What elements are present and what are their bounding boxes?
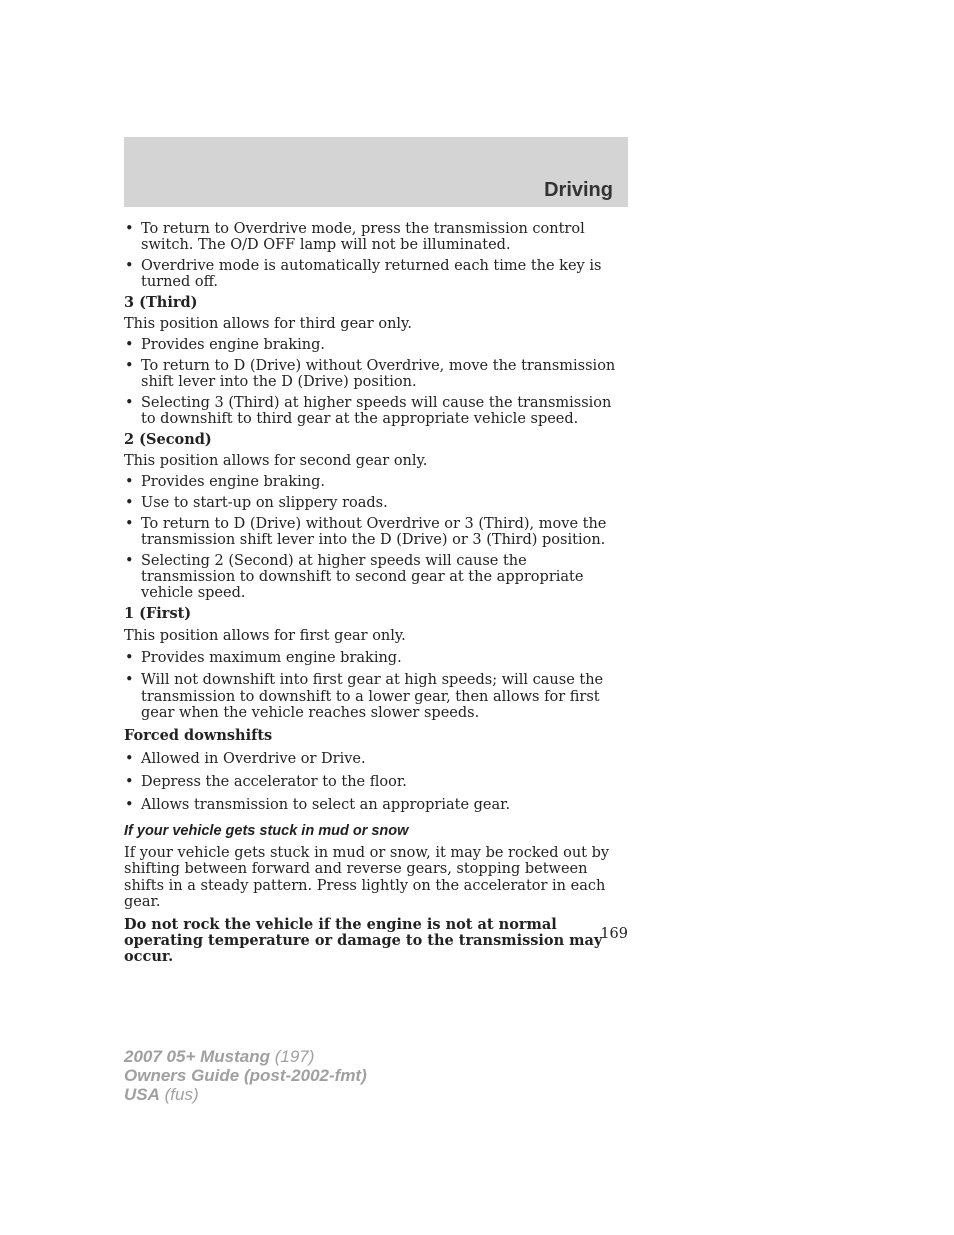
heading-first: 1 (First) — [124, 605, 192, 622]
bullet-item: • Allows transmission to select an appropriate gear. — [124, 797, 624, 813]
bullet-item: • To return to Overdrive mode, press the transmission control switch. The O/D OFF lamp will not be illuminated. — [124, 221, 624, 253]
bullet-item: • To return to D (Drive) without Overdrive, move the transmission shift lever into the D (Drive) position. — [124, 358, 624, 390]
footer-region-code: (fus) — [164, 1085, 199, 1104]
bullet-item: • Provides engine braking. — [124, 474, 624, 490]
paragraph: This position allows for first gear only. — [124, 628, 406, 644]
paragraph: This position allows for third gear only. — [124, 316, 412, 332]
footer-model-code: (197) — [274, 1047, 315, 1066]
footer-model: 2007 05+ Mustang — [124, 1047, 270, 1066]
heading-forced-downshifts: Forced downshifts — [124, 726, 273, 744]
document-footer — [124, 1047, 367, 1104]
footer-line-3 — [124, 1085, 367, 1104]
bullet-item: • Overdrive mode is automatically returned each time the key is turned off. — [124, 258, 624, 290]
footer-line-1 — [124, 1047, 367, 1066]
bullet-item: • Will not downshift into first gear at high speeds; will cause the transmission to downshift to a lower gear, then allows for first gear when the vehicle reaches slower speeds. — [124, 672, 624, 722]
paragraph: This position allows for second gear only. — [124, 453, 428, 469]
bullet-item: • Provides engine braking. — [124, 337, 624, 353]
paragraph: If your vehicle gets stuck in mud or snow, it may be rocked out by shifting between forward and reverse gears, stopping between shifts in a steady pattern. Press lightly on the accelerator in each gear. — [124, 844, 610, 910]
bullet-item: • To return to D (Drive) without Overdrive or 3 (Third), move the transmission shift lever into the D (Drive) or 3 (Third) position. — [124, 516, 624, 548]
footer-line-2 — [124, 1066, 367, 1085]
bullet-item: • Allowed in Overdrive or Drive. — [124, 751, 624, 767]
bullet-item: • Selecting 2 (Second) at higher speeds will cause the transmission to downshift to second gear at the appropriate vehicle speed. — [124, 553, 624, 601]
bullet-item: • Depress the accelerator to the floor. — [124, 774, 624, 790]
footer-guide: Owners Guide (post-2002-fmt) — [124, 1066, 367, 1085]
heading-stuck-mud-snow: If your vehicle gets stuck in mud or snow — [124, 822, 409, 839]
bullet-item: • Selecting 3 (Third) at higher speeds will cause the transmission to downshift to third gear at the appropriate vehicle speed. — [124, 395, 624, 427]
warning-text: Do not rock the vehicle if the engine is not at normal operating temperature or damage to the transmission may occur. — [124, 915, 603, 965]
page-number: 169 — [600, 926, 628, 942]
heading-third: 3 (Third) — [124, 294, 198, 311]
section-header-band — [124, 137, 628, 207]
page-content — [124, 221, 624, 965]
footer-region: USA — [124, 1085, 160, 1104]
heading-second: 2 (Second) — [124, 431, 212, 448]
bullet-item: • Use to start-up on slippery roads. — [124, 495, 624, 511]
bullet-item: • Provides maximum engine braking. — [124, 650, 624, 666]
section-title: Driving — [544, 179, 613, 201]
